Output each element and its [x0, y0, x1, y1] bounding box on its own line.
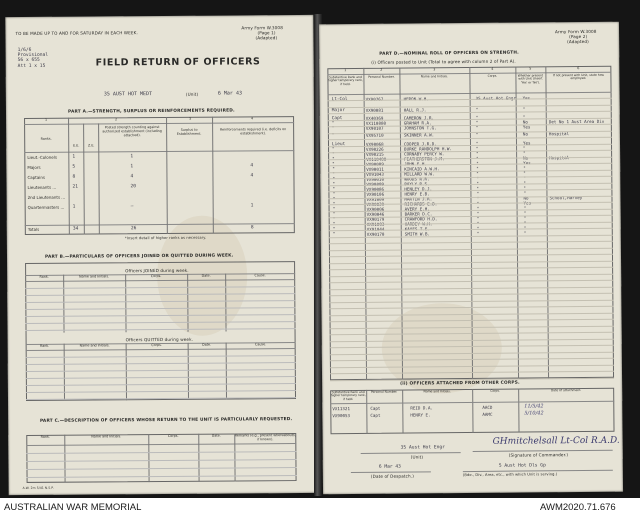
- roll-corps: ": [476, 175, 479, 181]
- roll-present: ": [523, 230, 527, 236]
- column-number: 2: [114, 117, 118, 122]
- page-one: [5, 15, 316, 495]
- attached-column-header: Name and Initials.: [423, 389, 451, 394]
- roll-present: ": [523, 210, 527, 216]
- ee-value: 1: [72, 204, 76, 210]
- commander-signature: GHmitchelsall Lt-Col R.A.D.: [492, 435, 620, 447]
- roll-present: No: [523, 195, 529, 201]
- roll-name: MARTIN J.R.: [404, 196, 433, 202]
- roll-column-header: Personal Number.: [368, 74, 395, 79]
- ee-value: 8: [72, 174, 76, 180]
- roll-rank: ": [332, 227, 336, 233]
- roll-column-number: 2: [380, 67, 383, 72]
- roll-present: ": [523, 175, 526, 181]
- roll-rank: Lt-Col: [331, 97, 348, 103]
- roll-present: Yes: [523, 160, 531, 166]
- roll-name: SMITH W.B.: [404, 231, 431, 237]
- roll-rank: ": [332, 197, 336, 203]
- posted-value: –: [130, 203, 134, 209]
- header-instruction: TO BE MADE UP TO AND FOR SATURDAY IN EACH WEEK.: [15, 30, 138, 37]
- roll-number: VX40369: [365, 115, 384, 121]
- part-b-column-header: Corps.: [151, 342, 162, 348]
- roll-rank: ": [332, 202, 336, 208]
- roll-rank: ": [332, 167, 335, 173]
- attached-column-header: Corps.: [490, 388, 500, 393]
- roll-number: VX90010: [366, 176, 384, 182]
- part-d-title: PART D.—NOMINAL ROLL OF OFFICERS ON STRENGTH.: [379, 50, 519, 57]
- roll-column-header: If not present with Unit, state how employed.: [552, 72, 605, 81]
- roll-present: ": [522, 106, 526, 112]
- roll-number: VX90046: [366, 211, 385, 217]
- roll-column-number: 6: [577, 66, 580, 71]
- reinforcement-value: 8: [250, 224, 254, 230]
- part-b-column-header: Date.: [201, 273, 211, 278]
- posted-value: 1: [130, 163, 134, 169]
- posted-value: 1: [130, 153, 134, 159]
- quitted-title: Officers QUITTED during week.: [125, 336, 194, 343]
- column-number: 1: [44, 117, 48, 122]
- ee-value: 5: [72, 164, 76, 170]
- form-number: Army Form W.3008: [241, 25, 283, 31]
- roll-name: AVERY E.H.: [404, 206, 430, 212]
- roll-present: No: [522, 131, 528, 137]
- part-a-note: *Insert detail of higher ranks as necessary.: [124, 235, 207, 241]
- roll-rank: ": [332, 152, 335, 158]
- roll-rank: ": [332, 212, 336, 218]
- roll-number: VX90081: [365, 107, 384, 113]
- roll-number: VX90215: [366, 151, 384, 157]
- roll-number: VX90106: [366, 191, 385, 197]
- location-label: (Bde., Div., Area, etc., with which Unit is serving.): [462, 472, 558, 478]
- roll-name: BAYLY R.S.: [404, 181, 430, 187]
- ee-value: 21: [72, 184, 79, 190]
- roll-present: ": [523, 220, 527, 226]
- rank-label: Majors: [27, 164, 41, 170]
- ee-value: 34: [72, 226, 79, 232]
- roll-number: VX90011: [366, 166, 384, 172]
- roll-employment: School,Harvey: [549, 195, 583, 201]
- part-d-subtitle: (i) Officers posted to Unit (Total to agree with column 2 of Part A).: [371, 58, 516, 65]
- ee-header: E.E.: [73, 143, 80, 148]
- roll-column-header: Whether present with Unit (Insert 'Yes' or 'No').: [517, 73, 544, 85]
- roll-name: HARDEY W.H.: [404, 221, 433, 227]
- attached-corps: AAMC: [482, 411, 493, 417]
- roll-employment: Hospital: [548, 131, 570, 137]
- roll-number: VX90039: [366, 201, 385, 207]
- posted-value: 4: [130, 173, 134, 179]
- roll-number: VX90170: [366, 231, 385, 237]
- roll-number: VX90767: [365, 96, 384, 102]
- roll-rank: ": [332, 187, 336, 193]
- part-c-column-header: Rank.: [40, 434, 50, 439]
- form-page: (Page 1): [257, 30, 276, 36]
- roll-number: VX90009: [366, 181, 385, 187]
- ze-header: Z.E.: [87, 143, 95, 148]
- roll-present: Yes: [522, 95, 531, 101]
- roll-present: ": [523, 180, 526, 186]
- stamp-line: Provisional: [17, 52, 49, 59]
- roll-column-number: 3: [433, 67, 436, 72]
- despatch-date: 6 Mar 43: [378, 464, 401, 470]
- roll-rank: ": [332, 147, 335, 153]
- page-two: [319, 22, 623, 495]
- roll-rank: ": [331, 121, 335, 127]
- roll-rank: ": [332, 177, 335, 183]
- attached-number: VX90053: [332, 413, 351, 419]
- attached-column-header: Substantive Rank and higher temporary rank, if held.: [330, 389, 366, 401]
- unit-label: (Unit): [410, 454, 424, 460]
- roll-corps: ": [475, 106, 479, 112]
- ranks-header: Ranks.: [40, 136, 52, 141]
- attached-column-header: Date of attachment.: [550, 388, 582, 393]
- roll-name: CAMERON J.R.: [403, 115, 435, 121]
- roll-present: ": [523, 190, 526, 196]
- form-page: (Page 2): [569, 33, 588, 40]
- roll-present: Yes: [522, 140, 531, 146]
- roll-employment: Hospital: [549, 155, 570, 161]
- roll-corps: ": [476, 195, 480, 201]
- roll-name: KAYES T.E.: [404, 226, 430, 232]
- roll-corps: ": [475, 119, 479, 125]
- roll-corps: ": [475, 131, 479, 137]
- part-c-column-header: Name and Initials.: [91, 434, 122, 439]
- roll-number: VX110400: [366, 156, 387, 162]
- roll-rank: ": [332, 232, 336, 238]
- reinforcement-value: 4: [250, 172, 254, 178]
- part-c-column-header: Corps.: [167, 433, 179, 438]
- roll-number: VX90068: [365, 141, 384, 147]
- location-value: 5 Aust Hot Dls Gp: [498, 463, 546, 469]
- rank-label: Lieutenants ...: [27, 184, 57, 190]
- roll-number: VX91043: [366, 171, 384, 177]
- roll-present: ": [523, 215, 527, 221]
- roll-name: CORNABY PERCY W.: [404, 151, 445, 157]
- part-b-table: [25, 261, 296, 401]
- roll-name: BURKE RANDOLPH H.W.: [404, 146, 452, 152]
- rank-label: Totals: [27, 226, 40, 232]
- roll-corps: ": [476, 205, 480, 211]
- roll-name: JOHN F.H.: [404, 161, 427, 167]
- roll-present: ": [523, 170, 526, 176]
- roll-rank: Capt: [331, 116, 343, 122]
- roll-corps: ": [476, 225, 480, 231]
- column-number: 4: [250, 116, 254, 121]
- roll-column-header: Corps.: [487, 73, 498, 78]
- roll-rank: ": [332, 157, 335, 163]
- part-c-title: PART C.—DESCRIPTION OF OFFICERS WHOSE RETURN TO THE UNIT IS PARTICULARLY REQUESTED.: [39, 417, 293, 424]
- posted-value: 20: [130, 183, 137, 189]
- attached-date: 5/10/42: [524, 410, 544, 417]
- roll-rank: ": [332, 192, 336, 198]
- part-c-column-header: Remarks (e.g., present whereabouts, if known).: [234, 433, 296, 442]
- rank-label: 2nd Lieutenants ...: [27, 194, 66, 200]
- form-adapted: (Adapted): [567, 38, 589, 45]
- roll-corps: ": [475, 114, 479, 120]
- roll-number: VX91044: [366, 226, 385, 232]
- roll-corps: ": [475, 124, 479, 130]
- roll-rank: Lieut: [331, 142, 346, 148]
- roll-corps: ": [476, 230, 480, 236]
- attached-rank: Capt: [370, 405, 381, 411]
- page-title: FIELD RETURN OF OFFICERS: [95, 56, 261, 69]
- rank-label: Quartermasters ...: [27, 204, 65, 210]
- roll-present: ": [523, 145, 526, 151]
- roll-number: VX90006: [366, 206, 385, 212]
- roll-corps: 35 Aust Hot Engr: [475, 95, 516, 101]
- roll-number: VX90009: [366, 161, 384, 167]
- roll-column-number: 1: [344, 68, 347, 73]
- part-c-column-header: Date.: [211, 433, 221, 438]
- stamp-line: 56 x 655: [17, 58, 40, 64]
- roll-rank: ": [332, 207, 336, 213]
- form-number: Army Form W.3008: [555, 28, 597, 35]
- part-b-column-header: Date.: [202, 342, 212, 347]
- roll-name: HENRY E.B.: [404, 191, 430, 197]
- ee-value: 1: [72, 154, 76, 160]
- roll-rank: ": [331, 126, 335, 132]
- credit-footer: [0, 498, 640, 516]
- joined-title: Officers JOINED during week.: [125, 267, 189, 274]
- roll-present: Yes: [522, 124, 531, 130]
- attached-corps: AACD: [482, 404, 493, 410]
- roll-rank: ": [332, 172, 335, 178]
- part-b-column-header: Rank.: [39, 274, 49, 279]
- attached-rank: Capt: [370, 412, 381, 418]
- attached-name: HENRY E.: [410, 412, 431, 418]
- posted-value: 26: [130, 225, 137, 231]
- part-b-column-header: Rank.: [39, 343, 50, 348]
- roll-present: ": [523, 165, 526, 171]
- signature-caption: (Signature of Commander.): [508, 452, 569, 458]
- part-b-column-header: Cause.: [254, 273, 266, 278]
- roll-rank: ": [332, 182, 336, 188]
- rank-label: Lieut.-Colonels: [27, 154, 57, 160]
- roll-number: VX95710: [365, 132, 384, 138]
- roll-corps: ": [476, 170, 479, 176]
- printer-mark: A.W. 2m 5/41 N.S.P.: [22, 485, 54, 490]
- reinforcement-value: 4: [250, 162, 254, 168]
- part-b-column-header: Name and Initials.: [79, 343, 110, 348]
- roll-name: HENLEY D.J.: [404, 186, 433, 192]
- roll-name: MILLARD W.W.: [404, 171, 435, 177]
- roll-corps: ": [476, 190, 479, 196]
- roll-corps: ": [476, 220, 480, 226]
- roll-present: ": [523, 150, 526, 156]
- part-a-title: PART A.—STRENGTH, SURPLUS OR REINFORCEMENTS REQUIRED.: [67, 108, 235, 115]
- roll-number: VX90086: [366, 186, 385, 192]
- attached-title: (ii) OFFICERS ATTACHED FROM OTHER CORPS.: [400, 380, 520, 387]
- roll-name: COOPER J.R.D.: [403, 141, 437, 147]
- roll-name: CRAWFORD H.D.: [404, 216, 438, 222]
- part-b-column-header: Corps.: [150, 273, 162, 279]
- form-adapted: (Adapted): [255, 35, 278, 41]
- stamp-line: Att 1 x 15: [17, 63, 46, 69]
- roll-rank: Major: [331, 108, 345, 114]
- roll-corps: ": [476, 150, 479, 156]
- roll-corps: ": [476, 215, 480, 221]
- roll-name: JOHNSTON T.G.: [403, 125, 437, 131]
- roll-name: HERON W.H.: [403, 96, 429, 102]
- part-b-column-header: Cause.: [255, 342, 267, 347]
- rank-label: Captains: [27, 174, 46, 180]
- roll-name: FEATHERSTON J.M.: [404, 156, 445, 162]
- roll-present: Yes: [523, 200, 532, 206]
- roll-column-header: Substantive Rank and higher temporary rank, if held.: [327, 74, 363, 86]
- unit-value: 35 AUST HOT MEDT: [103, 91, 153, 98]
- unit-label: (Unit): [185, 91, 199, 97]
- posted-header: Posted strength counting against authorized establishment (including attached).: [102, 125, 162, 137]
- roll-present: ": [523, 205, 527, 211]
- roll-name: KINCAID A.W.H.: [404, 166, 440, 172]
- roll-corps: ": [475, 140, 479, 146]
- roll-corps: ": [476, 160, 479, 166]
- column-number: 3: [188, 116, 192, 121]
- reinforcement-header: Reinforcements required (i.e. deficits on establishment).: [220, 127, 287, 136]
- footer-institution: AUSTRALIAN WAR MEMORIAL: [4, 502, 142, 513]
- roll-rank: ": [332, 217, 336, 223]
- roll-number: VX110880: [365, 120, 387, 126]
- attached-name: REID D.A.: [410, 405, 434, 411]
- unit-value: 35 Aust Hot Engr: [400, 445, 445, 451]
- roll-present: ": [522, 114, 526, 120]
- part-b-column-header: Name and Initials.: [79, 274, 110, 279]
- roll-number: VX91003: [366, 221, 385, 227]
- roll-corps: ": [476, 155, 479, 161]
- roll-name: WOODS R.R.: [404, 176, 430, 182]
- roll-name: RICHARDS E.D.: [404, 201, 438, 207]
- roll-corps: ": [476, 185, 479, 191]
- roll-name: SKINNER A.W.: [403, 132, 435, 138]
- roll-present: No: [523, 155, 529, 161]
- roll-employment: Det No 1 Aust Area Div: [548, 118, 605, 125]
- footer-accession: AWM2020.71.676: [540, 502, 616, 513]
- roll-number: VX91009: [366, 196, 385, 202]
- roll-number: VX90226: [366, 146, 384, 152]
- reinforcement-value: 1: [250, 202, 254, 208]
- part-b-title: PART B.—PARTICULARS OF OFFICERS JOINED OR QUITTED DURING WEEK.: [44, 253, 234, 260]
- roll-corps: ": [476, 200, 480, 206]
- roll-rank: ": [332, 162, 335, 168]
- roll-present: No: [522, 119, 528, 125]
- roll-column-number: 5: [529, 66, 532, 71]
- roll-corps: ": [476, 180, 479, 186]
- roll-corps: ": [476, 165, 479, 171]
- date-value: 6 Mar 43: [217, 90, 242, 97]
- roll-corps: ": [476, 210, 480, 216]
- roll-name: HALL R.J.: [403, 107, 427, 113]
- roll-present: ": [523, 185, 526, 191]
- roll-name: GRAHAM R.A.: [403, 120, 432, 126]
- roll-rank: ": [331, 133, 335, 139]
- roll-number: VX90179: [366, 216, 385, 222]
- roll-number: VX90107: [365, 125, 384, 131]
- roll-present: ": [523, 225, 527, 231]
- despatch-label: (Date of Despatch.): [370, 473, 414, 479]
- attached-column-header: Personal Number.: [370, 389, 398, 394]
- roll-column-number: 4: [491, 66, 494, 71]
- roll-column-header: Name and Initials.: [420, 74, 449, 79]
- stamp-line: 1/6/6: [17, 47, 32, 53]
- attached-date: 11/5/42: [524, 403, 544, 410]
- roll-name: BARKER D.C.: [404, 211, 433, 217]
- surplus-header: Surplus to Establishment.: [176, 127, 202, 136]
- roll-rank: ": [332, 222, 336, 228]
- roll-corps: ": [476, 145, 479, 151]
- reference-stamp: [18, 48, 49, 69]
- attached-number: VX11321: [332, 406, 350, 412]
